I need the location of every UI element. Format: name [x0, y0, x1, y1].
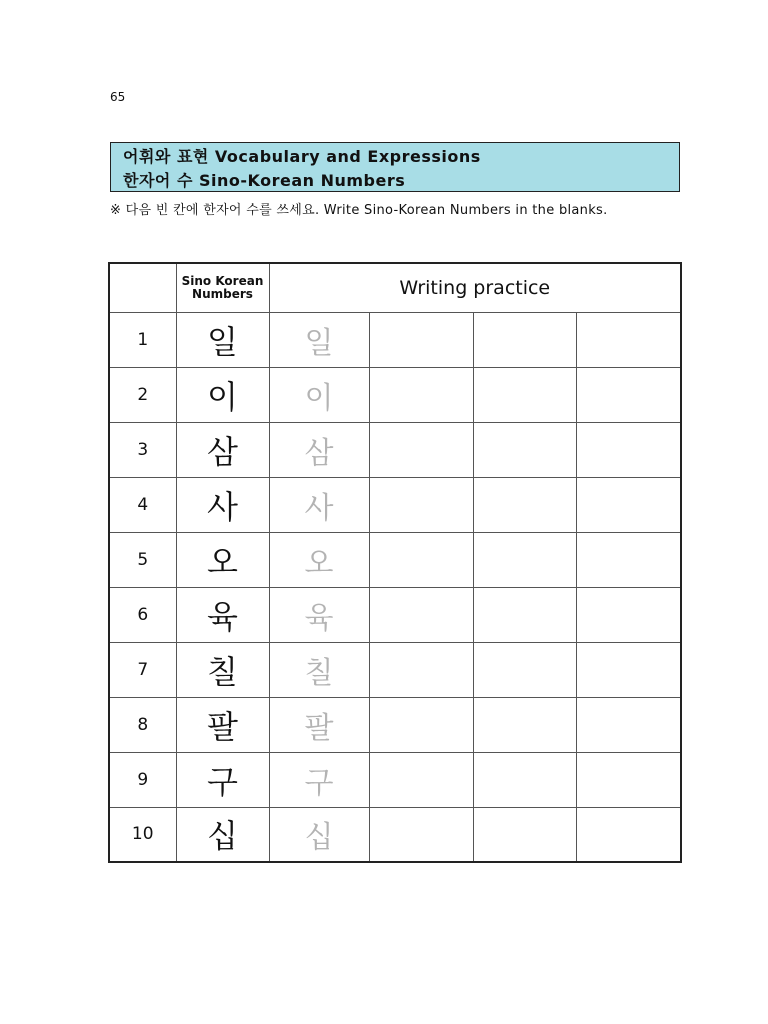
writing-practice-table — [108, 262, 682, 863]
page-number: 65 — [110, 90, 126, 104]
trace-guide: 사 — [269, 477, 369, 532]
writing-blank-cell[interactable] — [473, 697, 576, 752]
sino-korean-number: 일 — [176, 312, 269, 367]
table-row — [109, 367, 681, 422]
trace-guide: 칠 — [269, 642, 369, 697]
trace-guide: 육 — [269, 587, 369, 642]
section-title: 어휘와 표현 Vocabulary and Expressions — [123, 147, 481, 166]
writing-blank-cell[interactable] — [576, 477, 681, 532]
row-number: 9 — [109, 752, 176, 807]
sino-korean-number: 팔 — [176, 697, 269, 752]
trace-guide: 십 — [269, 807, 369, 862]
sino-korean-number: 이 — [176, 367, 269, 422]
writing-blank-cell[interactable] — [473, 532, 576, 587]
table-row — [109, 642, 681, 697]
writing-blank-cell[interactable] — [369, 697, 473, 752]
trace-guide: 팔 — [269, 697, 369, 752]
trace-guide: 이 — [269, 367, 369, 422]
row-number: 7 — [109, 642, 176, 697]
table-row — [109, 587, 681, 642]
row-number: 3 — [109, 422, 176, 477]
writing-blank-cell[interactable] — [576, 807, 681, 862]
table-row — [109, 312, 681, 367]
writing-blank-cell[interactable] — [576, 532, 681, 587]
table-row — [109, 807, 681, 862]
writing-blank-cell[interactable] — [369, 807, 473, 862]
writing-blank-cell[interactable] — [473, 587, 576, 642]
table-row — [109, 752, 681, 807]
sino-korean-number: 구 — [176, 752, 269, 807]
row-number: 8 — [109, 697, 176, 752]
instruction-text: ※ 다음 빈 칸에 한자어 수를 쓰세요. Write Sino-Korean Numbers in the blanks. — [110, 203, 608, 218]
writing-blank-cell[interactable] — [473, 477, 576, 532]
table-row — [109, 422, 681, 477]
writing-blank-cell[interactable] — [369, 642, 473, 697]
sino-korean-number: 칠 — [176, 642, 269, 697]
row-number: 4 — [109, 477, 176, 532]
writing-blank-cell[interactable] — [369, 312, 473, 367]
writing-blank-cell[interactable] — [473, 312, 576, 367]
writing-blank-cell[interactable] — [576, 312, 681, 367]
table-body — [109, 312, 681, 862]
sino-korean-number: 십 — [176, 807, 269, 862]
header-sino-korean-numbers: Sino Korean Numbers — [176, 263, 269, 312]
writing-blank-cell[interactable] — [576, 367, 681, 422]
row-number: 5 — [109, 532, 176, 587]
sino-korean-number: 육 — [176, 587, 269, 642]
table-header-row — [109, 263, 681, 312]
writing-blank-cell[interactable] — [473, 367, 576, 422]
trace-guide: 일 — [269, 312, 369, 367]
row-number: 10 — [109, 807, 176, 862]
table-row — [109, 477, 681, 532]
writing-blank-cell[interactable] — [576, 587, 681, 642]
trace-guide: 구 — [269, 752, 369, 807]
table-row — [109, 532, 681, 587]
row-number: 1 — [109, 312, 176, 367]
writing-blank-cell[interactable] — [369, 477, 473, 532]
header-blank-cell — [109, 263, 176, 312]
writing-blank-cell[interactable] — [576, 752, 681, 807]
writing-blank-cell[interactable] — [473, 752, 576, 807]
writing-blank-cell[interactable] — [473, 422, 576, 477]
sino-korean-number: 삼 — [176, 422, 269, 477]
row-number: 2 — [109, 367, 176, 422]
sino-korean-number: 오 — [176, 532, 269, 587]
writing-blank-cell[interactable] — [369, 367, 473, 422]
trace-guide: 삼 — [269, 422, 369, 477]
row-number: 6 — [109, 587, 176, 642]
sino-korean-number: 사 — [176, 477, 269, 532]
trace-guide: 오 — [269, 532, 369, 587]
writing-blank-cell[interactable] — [369, 752, 473, 807]
writing-blank-cell[interactable] — [369, 422, 473, 477]
section-subtitle: 한자어 수 Sino-Korean Numbers — [123, 171, 406, 190]
writing-blank-cell[interactable] — [369, 532, 473, 587]
writing-blank-cell[interactable] — [576, 422, 681, 477]
writing-blank-cell[interactable] — [473, 642, 576, 697]
writing-blank-cell[interactable] — [369, 587, 473, 642]
writing-blank-cell[interactable] — [576, 642, 681, 697]
writing-blank-cell[interactable] — [473, 807, 576, 862]
writing-blank-cell[interactable] — [576, 697, 681, 752]
table-row — [109, 697, 681, 752]
header-writing-practice: Writing practice — [269, 263, 681, 312]
section-title-box — [110, 142, 680, 192]
